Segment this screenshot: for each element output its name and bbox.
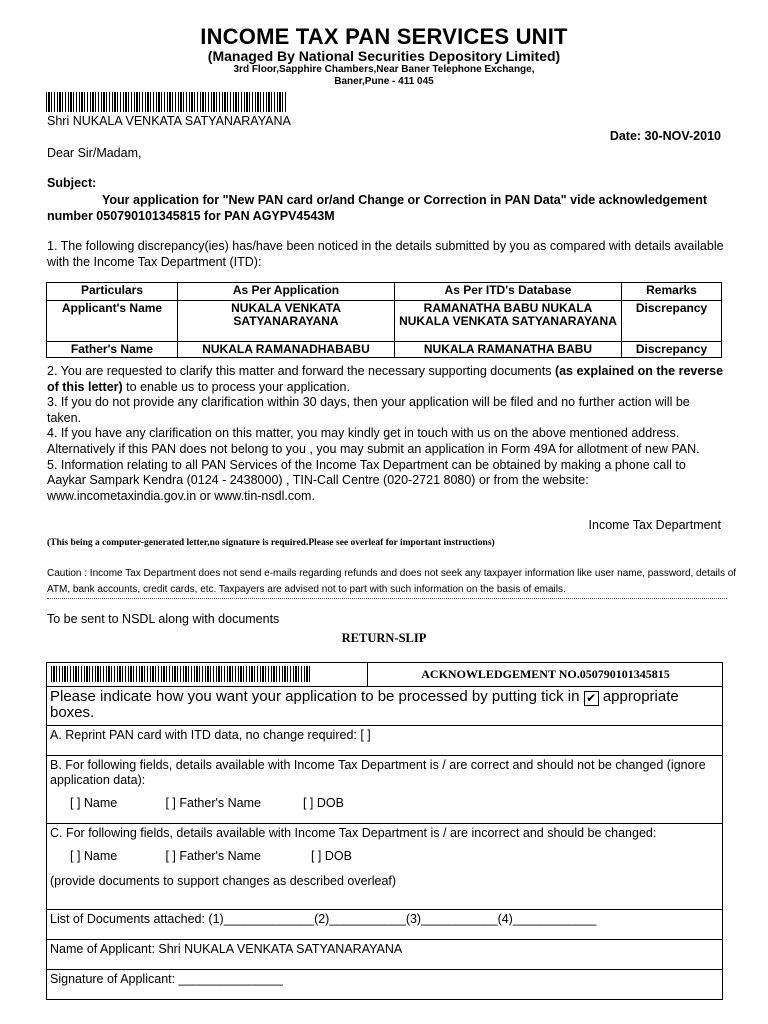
option-c-checkboxes xyxy=(50,849,719,864)
option-b-fathers-name[interactable]: [ ] Father's Name xyxy=(165,796,261,810)
instruction-text: Please indicate how you want your application to be processed by putting tick in xyxy=(50,688,580,705)
paragraph-5: 5. Information relating to all PAN Services of the Income Tax Department can be obtained by making a phone call to Aaykar Sampark Kendra (0124 - 2438000) , TIN-Call Centre (020-2721 8080) or from the website: www.incometaxindia.gov.in or www.tin-nsdl.com. xyxy=(47,457,686,503)
page-title: INCOME TAX PAN SERVICES UNIT xyxy=(200,24,568,49)
documents-attached-field[interactable]: List of Documents attached: (1)_____________(2)___________(3)___________(4)____________ xyxy=(47,909,722,939)
slip-instruction xyxy=(47,686,722,725)
paragraph-4: 4. If you have any clarification on this matter, you may kindly get in touch with us on the above mentioned address. Alternatively if this PAN does not belong to you , you may submit an application in Form 49A for allotment of new PAN. xyxy=(47,426,700,456)
option-b-checkboxes xyxy=(50,796,719,811)
signature-department: Income Tax Department xyxy=(588,518,721,532)
paragraph-1: 1. The following discrepancy(ies) has/have been noticed in the details submitted by you as compared with details available with the Income Tax Department (ITD): xyxy=(47,239,724,269)
option-b xyxy=(47,755,722,823)
paragraph-2-bold: (as explained on the reverse of this letter) xyxy=(47,364,724,394)
option-c-text: C. For following fields, details available with Income Tax Department is / are incorrect and should be changed: xyxy=(50,826,657,840)
barcode-icon xyxy=(46,92,286,112)
signature-field[interactable]: Signature of Applicant: _______________ xyxy=(47,969,722,999)
option-c-note: (provide documents to support changes as described overleaf) xyxy=(50,874,397,888)
table-row xyxy=(47,342,722,358)
checkbox-icon: ✔ xyxy=(584,691,599,706)
table-cell: NUKALA RAMANADHABABU xyxy=(178,342,395,358)
table-cell: Discrepancy xyxy=(622,342,722,358)
return-slip-form xyxy=(46,662,723,1000)
address-line-2: Baner,Pune - 411 045 xyxy=(334,76,434,87)
subject-text: Your application for "New PAN card or/and Change or Correction in PAN Data" vide acknowledgement number 050790101345815 for PAN AGYPV4543M xyxy=(47,193,708,223)
table-cell: NUKALA RAMANATHA BABU xyxy=(395,342,622,358)
option-c-name[interactable]: [ ] Name xyxy=(70,849,118,863)
send-note: To be sent to NSDL along with documents xyxy=(47,612,280,626)
paragraph-2-start: 2. You are requested to clarify this matter and forward the necessary supporting documents xyxy=(47,364,555,378)
slip-header xyxy=(47,663,722,686)
table-cell: Applicant's Name xyxy=(47,301,178,342)
table-row xyxy=(47,301,722,342)
recipient-name: Shri NUKALA VENKATA SATYANARAYANA xyxy=(47,114,291,128)
table-cell: Discrepancy xyxy=(622,301,722,342)
option-b-dob[interactable]: [ ] DOB xyxy=(302,796,344,810)
table-cell: RAMANATHA BABU NUKALA NUKALA VENKATA SATYANARAYANA xyxy=(395,301,622,342)
subject-label: Subject: xyxy=(47,176,97,190)
salutation: Dear Sir/Madam, xyxy=(47,146,142,160)
option-c-fathers-name[interactable]: [ ] Father's Name xyxy=(165,849,261,863)
paragraph-2 xyxy=(47,364,727,395)
paragraph-3: 3. If you do not provide any clarification within 30 days, then your application will be filed and no further action will be taken. xyxy=(47,395,690,425)
option-c xyxy=(47,823,722,909)
option-c-dob[interactable]: [ ] DOB xyxy=(310,849,352,863)
header-remarks: Remarks xyxy=(622,283,722,301)
discrepancy-table xyxy=(46,282,722,358)
header-particulars: Particulars xyxy=(47,283,178,301)
acknowledgement-number: ACKNOWLEDGEMENT NO.050790101345815 xyxy=(367,663,723,686)
caution-note: Caution : Income Tax Department does not send e-mails regarding refunds and does not seek any taxpayer information like user name, password, details of ATM, bank accounts, credit cards, etc. Taxpayers are advised not to part with such information on the basis of emails. xyxy=(47,568,737,595)
table-cell: Father's Name xyxy=(47,342,178,358)
option-a[interactable]: A. Reprint PAN card with ITD data, no change required: [ ] xyxy=(47,725,722,755)
table-header-row xyxy=(47,283,722,301)
barcode-icon xyxy=(51,666,311,682)
cut-line xyxy=(47,598,727,599)
instruction-text-end: appropriate boxes. xyxy=(50,688,679,721)
option-b-name[interactable]: [ ] Name xyxy=(70,796,118,810)
header-as-per-application: As Per Application xyxy=(178,283,395,301)
table-cell: NUKALA VENKATA SATYANARAYANA xyxy=(178,301,395,342)
option-b-text: B. For following fields, details available with Income Tax Department is / are correct and should not be changed (ignore application data): xyxy=(50,758,706,787)
letter-date: Date: 30-NOV-2010 xyxy=(609,129,721,143)
computer-generated-note: (This being a computer-generated letter,no signature is required.Please see overleaf for important instructions) xyxy=(47,538,495,548)
managed-by-line: (Managed By National Securities Depository Limited) xyxy=(207,48,561,64)
header-as-per-itd: As Per ITD's Database xyxy=(395,283,622,301)
paragraph-2-end: to enable us to process your application. xyxy=(122,379,350,394)
return-slip-title: RETURN-SLIP xyxy=(341,631,427,645)
address-line-1: 3rd Floor,Sapphire Chambers,Near Baner Telephone Exchange, xyxy=(233,64,535,75)
applicant-name-field: Name of Applicant: Shri NUKALA VENKATA SATYANARAYANA xyxy=(47,939,722,969)
instructions-block xyxy=(47,364,727,504)
